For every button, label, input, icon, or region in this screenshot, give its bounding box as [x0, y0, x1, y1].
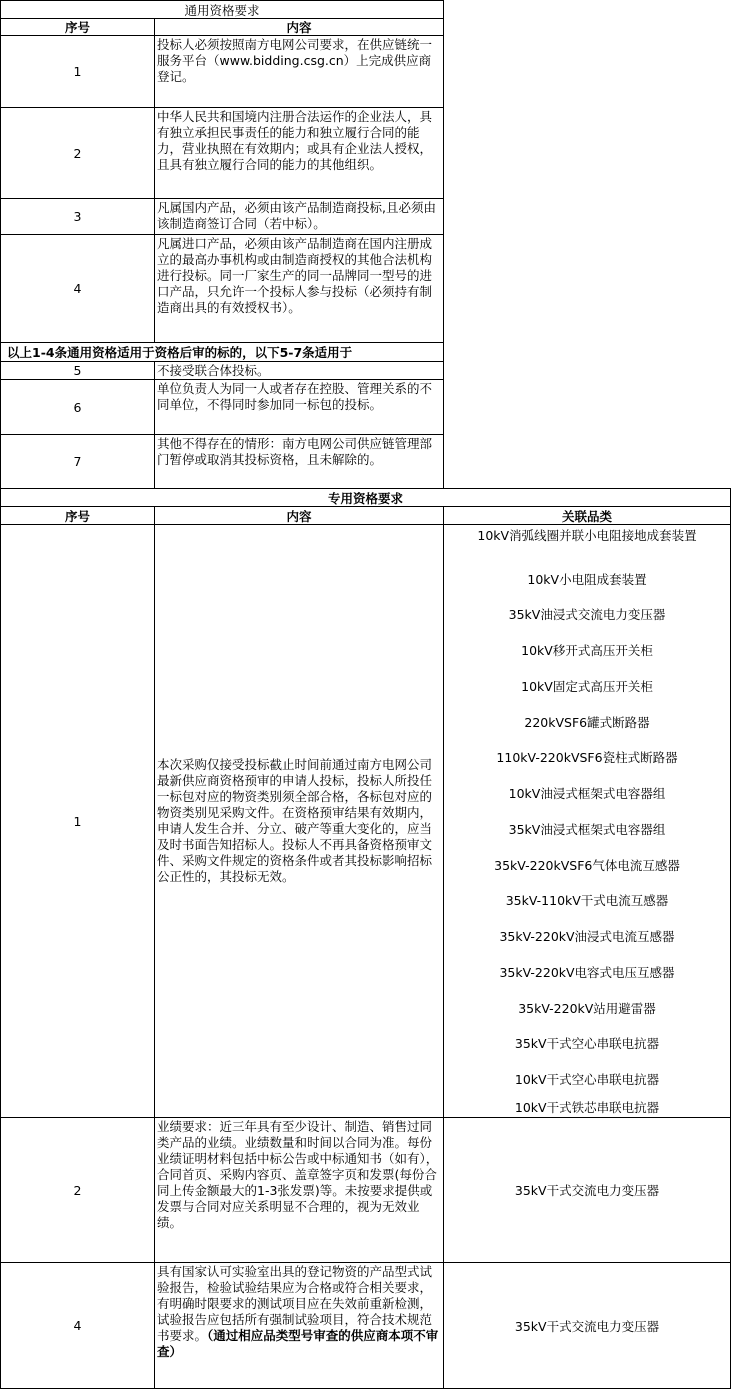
general-title-text: 通用资格要求	[184, 2, 260, 18]
special-row-1-categories	[444, 525, 731, 1118]
special-row-4-content	[155, 1263, 444, 1389]
special-header-category-text: 关联品类	[561, 508, 612, 524]
special-row-1-content	[155, 525, 444, 1118]
row-no: 3	[73, 209, 82, 224]
special-title	[0, 488, 731, 507]
special-header-category	[444, 507, 731, 525]
row-no: 2	[73, 1182, 82, 1198]
row-content: 本次采购仅接受投标截止时间前通过南方电网公司最新供应商资格预审的申请人投标，投标人所投任一标包对应的物资类别须全部合格，各标包对应的物资类别见采购文件。在资格预审结果有效期内，申请人发生合并、分立、破产等重大变化的，应当及时书面告知招标人。投标人不再具备资格预审文件、采购文件规定的资格条件或者其投标影响招标公正性的，其投标无效。	[157, 757, 433, 884]
special-row-2-category	[444, 1118, 731, 1263]
row-content: 业绩要求：近三年具有至少设计、制造、销售过同类产品的业绩。业绩数量和时间以合同为准。每份业绩证明材料包括中标公告或中标通知书（如有），合同首页、采购内容页、盖章签字页和发票(每份合同上传金额最大的1-3张发票)等。未按要求提供或发票与合同对应关系明显不合理的，视为无效业绩。	[157, 1119, 439, 1230]
row-content: 中华人民共和国境内注册合法运作的企业法人，具有独立承担民事责任的能力和独立履行合同的能力，营业执照在有效期内；或具有企业法人授权，且具有独立履行合同的能力的其他组织。	[157, 109, 433, 172]
special-header-content	[155, 507, 444, 525]
row-no: 2	[73, 145, 82, 161]
general-row-1-no	[0, 36, 155, 108]
category-item: 35kV-220kV油浸式电流互感器	[499, 929, 675, 945]
row-content: 其他不得存在的情形：南方电网公司供应链管理部门暂停或取消其投标资格，且未解除的。	[157, 436, 433, 467]
category-item: 35kV干式空心串联电抗器	[514, 1036, 660, 1052]
general-divider-note	[0, 343, 444, 362]
category-item: 10kV移开式高压开关柜	[521, 643, 653, 659]
special-row-2-no	[0, 1118, 155, 1263]
category-item: 35kV-220kVSF6气体电流互感器	[494, 857, 680, 873]
general-row-5-content	[155, 362, 444, 380]
row-no: 7	[73, 454, 82, 469]
row-content-note: （通过相应品类型号审查的供应商本项不审查）	[157, 1328, 439, 1359]
category-item: 10kV消弧线圈并联小电阻接地成套装置	[477, 527, 697, 543]
row-no: 1	[73, 64, 82, 79]
special-row-4-category	[444, 1263, 731, 1389]
row-content: 单位负责人为同一人或者存在控股、管理关系的不同单位，不得同时参加同一标包的投标。	[157, 381, 433, 412]
category-item: 10kV干式铁芯串联电抗器	[514, 1100, 660, 1116]
category-item: 35kV油浸式交流电力变压器	[508, 607, 666, 623]
general-row-3-no	[0, 199, 155, 235]
general-row-4-no	[0, 235, 155, 343]
row-content: 具有国家认可实验室出具的登记物资的产品型式试验报告，检验试验结果应为合格或符合相关要求，有明确时限要求的测试项目应在失效前重新检测，试验报告应包括所有强制试验项目，符合技术规范书要求。	[157, 1264, 433, 1343]
category-item: 10kV小电阻成套装置	[527, 571, 647, 587]
category-item: 35kV油浸式框架式电容器组	[508, 821, 666, 837]
general-row-4-content	[155, 235, 444, 343]
special-header-no-text: 序号	[64, 508, 90, 524]
special-header-content-text: 内容	[286, 508, 312, 524]
category-item: 35kV干式交流电力变压器	[514, 1318, 660, 1334]
general-header-content	[155, 19, 444, 36]
special-title-text: 专用资格要求	[327, 490, 403, 506]
row-no: 4	[73, 281, 82, 296]
category-item: 35kV干式交流电力变压器	[514, 1183, 660, 1198]
general-row-2-no	[0, 108, 155, 199]
row-content: 凡属国内产品，必须由该产品制造商投标,且必须由该制造商签订合同（若中标）。	[157, 200, 436, 231]
general-header-no-text: 序号	[64, 20, 90, 35]
special-header-no	[0, 507, 155, 525]
category-item: 10kV固定式高压开关柜	[521, 678, 653, 694]
category-item: 10kV油浸式框架式电容器组	[508, 786, 666, 802]
general-title	[0, 0, 444, 19]
special-row-2-content	[155, 1118, 444, 1263]
general-row-7-no	[0, 435, 155, 489]
general-row-6-no	[0, 380, 155, 435]
general-row-2-content	[155, 108, 444, 199]
category-item: 10kV干式空心串联电抗器	[514, 1072, 660, 1088]
special-row-1-no	[0, 525, 155, 1118]
general-header-no	[0, 19, 155, 36]
general-header-content-text: 内容	[286, 20, 312, 35]
general-row-7-content	[155, 435, 444, 489]
category-item: 110kV-220kVSF6瓷柱式断路器	[496, 750, 678, 766]
row-content: 投标人必须按照南方电网公司要求，在供应链统一服务平台（www.bidding.csg.cn）上完成供应商登记。	[157, 37, 433, 84]
general-row-3-content	[155, 199, 444, 235]
special-row-4-no	[0, 1263, 155, 1389]
category-item: 35kV-110kV干式电流互感器	[505, 893, 669, 909]
general-row-5-no	[0, 362, 155, 380]
row-no: 4	[73, 1318, 82, 1333]
category-item: 35kV-220kV电容式电压互感器	[499, 964, 675, 980]
row-no: 5	[73, 363, 82, 378]
row-content: 不接受联合体投标。	[157, 363, 270, 378]
general-row-6-content	[155, 380, 444, 435]
row-no: 6	[73, 399, 82, 415]
category-item: 35kV-220kV站用避雷器	[518, 1000, 656, 1016]
category-item: 220kVSF6罐式断路器	[524, 714, 650, 730]
row-no: 1	[73, 813, 82, 829]
divider-text: 以上1-4条通用资格适用于资格后审的标的，以下5-7条适用于	[7, 345, 353, 360]
row-content: 凡属进口产品，必须由该产品制造商在国内注册成立的最高办事机构或由制造商授权的其他合法机构进行投标。同一厂家生产的同一品牌同一型号的进口产品，只允许一个投标人参与投标（必须持有制造商出具的有效授权书）。	[157, 236, 433, 315]
general-row-1-content	[155, 36, 444, 108]
